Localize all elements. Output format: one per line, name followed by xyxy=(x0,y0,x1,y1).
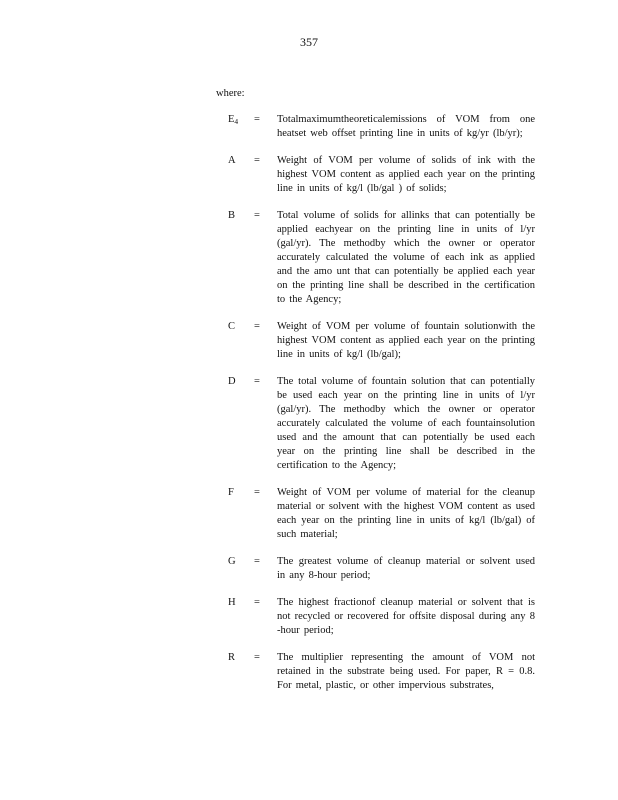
definition-item xyxy=(228,320,548,362)
definition-text: Total volume of solids for allinks that can potentially be applied eachyear on the printing line in units of l/yr (gal/yr). The methodby which the owner or operator accurately calculated the volume of each ink as applied and the amo unt that can potentially be applied each year on the printing line shall be described in the certification to the Agency; xyxy=(277,210,535,305)
definition-text: The total volume of fountain solution that can potentially be used each year on the printing line in units of l/yr (gal/yr). The methodby which the owner or operator accurately calculated the volume of each fountainsolution used and the amount that can potentially be used each year on the printing line shall be described in the certification to the Agency; xyxy=(277,376,535,471)
equals-sign: = xyxy=(254,210,260,221)
equals-sign: = xyxy=(254,652,260,663)
definition-term: C xyxy=(228,321,236,332)
definition-item xyxy=(228,486,548,542)
definition-term: G xyxy=(228,556,236,567)
definition-item xyxy=(228,555,548,583)
definition-text: The highest fractionof cleanup material or solvent that is not recycled or recovered for offsite disposal during any 8 -hour period; xyxy=(277,597,535,636)
page-number: 357 xyxy=(300,35,318,49)
definition-term: H xyxy=(228,597,236,608)
definition-term: B xyxy=(228,210,236,221)
equals-sign: = xyxy=(254,114,260,125)
definition-text: Weight of VOM per volume of material for the cleanup material or solvent with the highest VOM content as used each year on the printing line in units of kg/l (lb/gal) of such material; xyxy=(277,487,535,540)
term-subscript: 4 xyxy=(234,117,239,126)
definition-text: The multiplier representing the amount of VOM not retained in the substrate being used. For paper, R = 0.8. For metal, plastic, or other impervious substrates, xyxy=(277,652,535,691)
definition-term: F xyxy=(228,487,234,498)
definition-item xyxy=(228,209,548,307)
definition-text: Weight of VOM per volume of fountain solutionwith the highest VOM content as applied each year on the printing line in units of kg/l (lb/gal); xyxy=(277,321,535,360)
term-letter: E xyxy=(228,114,235,125)
equals-sign: = xyxy=(254,597,260,608)
definition-term: D xyxy=(228,376,236,387)
equals-sign: = xyxy=(254,556,260,567)
definition-item xyxy=(228,596,548,638)
equals-sign: = xyxy=(254,376,260,387)
equals-sign: = xyxy=(254,321,260,332)
definition-text: Weight of VOM per volume of solids of ink with the highest VOM content as applied each year on the printing line in units of kg/l (lb/gal ) of solids; xyxy=(277,155,535,194)
where-label: where: xyxy=(216,88,245,99)
definitions-list xyxy=(228,113,548,706)
definition-term: A xyxy=(228,155,236,166)
definition-text: Totalmaximumtheoreticalemissions of VOM from one heatset web offset printing line in units of kg/yr (lb/yr); xyxy=(277,114,535,139)
equals-sign: = xyxy=(254,487,260,498)
definition-item xyxy=(228,113,548,141)
definition-term: R xyxy=(228,652,236,663)
definition-item xyxy=(228,375,548,473)
definition-term xyxy=(228,113,250,129)
definition-text: The greatest volume of cleanup material or solvent used in any 8-hour period; xyxy=(277,556,535,581)
definition-item xyxy=(228,651,548,693)
definition-item xyxy=(228,154,548,196)
equals-sign: = xyxy=(254,155,260,166)
